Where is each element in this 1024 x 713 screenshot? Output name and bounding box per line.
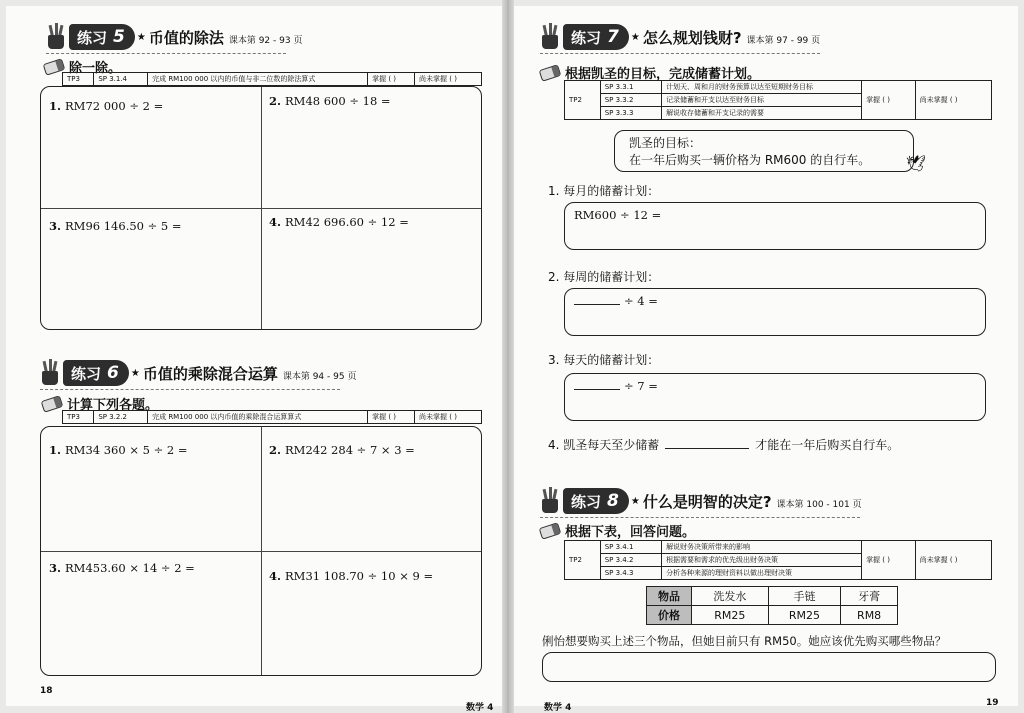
goal-text: 在一年后购买一辆价格为 RM600 的自行车。 <box>629 153 871 167</box>
question-4-prefix: 4. 凯圣每天至少储蓄 <box>548 438 660 452</box>
instruction-text: 除一除。 <box>69 61 122 76</box>
exercise-number: 7 <box>607 27 619 47</box>
exercise-label: 练习 <box>571 28 602 47</box>
exercise-label: 练习 <box>77 28 108 47</box>
question-4-suffix: 才能在一年后购买自行车。 <box>755 438 900 452</box>
exercise-7-question-1: 1. 每月的储蓄计划： <box>548 184 660 198</box>
star-icon: ★ <box>136 31 146 43</box>
pencil-cup-icon <box>540 489 560 513</box>
sp-cell: SP 3.3.3 <box>600 107 661 120</box>
exercise-6-standards-table <box>62 410 482 424</box>
answer-2-expression: ÷ 4 = <box>574 294 658 308</box>
header-underline <box>540 48 820 54</box>
desc-cell: 根据需要和需求的优先级出财务决策 <box>662 554 862 567</box>
exercise-8-instruction <box>540 521 695 540</box>
exercise-5-question-3: 3. RM96 146.50 ÷ 5 = <box>49 219 182 233</box>
sp-cell: SP 3.4.1 <box>600 541 661 554</box>
exercise-label: 练习 <box>71 364 102 383</box>
instruction-text: 根据下表，回答问题。 <box>565 525 696 540</box>
price-table-price-header: 价格 <box>647 606 692 625</box>
eraser-icon <box>539 64 562 82</box>
exercise-number: 8 <box>607 491 619 511</box>
exercise-6-question-2: 2. RM242 284 ÷ 7 × 3 = <box>269 443 415 457</box>
page-number: 19 <box>986 698 999 708</box>
left-page <box>6 6 502 713</box>
exercise-7-question-4 <box>548 436 899 453</box>
tp-cell: TP3 <box>63 73 94 86</box>
exercise-8-textbook-ref: 课本第 100 - 101 页 <box>776 500 862 510</box>
exercise-7-standards-table <box>564 80 992 120</box>
exercise-6-question-1: 1. RM34 360 × 5 ÷ 2 = <box>49 443 188 457</box>
exercise-6-question-4: 4. RM31 108.70 ÷ 10 × 9 = <box>269 569 434 583</box>
exercise-8-standards-table <box>564 540 992 580</box>
sp-cell: SP 3.2.2 <box>94 411 148 424</box>
eraser-icon <box>41 395 64 413</box>
page-number: 18 <box>40 686 53 696</box>
exercise-6-question-3: 3. RM453.60 × 14 ÷ 2 = <box>49 561 195 575</box>
exercise-6-textbook-ref: 课本第 94 - 95 页 <box>282 372 357 382</box>
exercise-label: 练习 <box>571 492 602 511</box>
price-table-item: 洗发水 <box>692 587 769 606</box>
exercise-6-title: 币值的乘除混合运算 <box>142 364 278 383</box>
mastered-checkbox[interactable]: 掌握 ( ) <box>368 411 415 424</box>
goal-box <box>614 130 914 172</box>
exercise-6-work-grid <box>40 426 482 676</box>
exercise-8-answer-box[interactable] <box>542 652 996 682</box>
exercise-7-question-2: 2. 每周的储蓄计划： <box>548 270 660 284</box>
desc-cell: 记录储蓄和开支以达至财务目标 <box>662 94 862 107</box>
price-table-price: RM25 <box>768 606 841 625</box>
price-table-price: RM25 <box>692 606 769 625</box>
answer-blank[interactable] <box>574 295 620 305</box>
mastered-checkbox[interactable]: 掌握 ( ) <box>862 81 916 120</box>
tp-cell: TP2 <box>565 81 601 120</box>
not-mastered-checkbox[interactable]: 尚未掌握 ( ) <box>415 411 482 424</box>
star-icon: ★ <box>630 495 640 507</box>
desc-cell: 完成 RM100 000 以内币值的乘除混合运算算式 <box>148 411 368 424</box>
exercise-6-badge <box>63 360 129 386</box>
desc-cell: 完成 RM100 000 以内的币值与非二位数的除法算式 <box>148 73 368 86</box>
goal-heading: 凯圣的目标： <box>629 136 702 150</box>
not-mastered-checkbox[interactable]: 尚未掌握 ( ) <box>415 73 482 86</box>
price-table <box>646 586 898 625</box>
sp-cell: SP 3.4.2 <box>600 554 661 567</box>
exercise-5-standards-table <box>62 72 482 86</box>
exercise-number: 6 <box>107 363 119 383</box>
footer-subject: 数学 4 <box>544 703 572 713</box>
exercise-8-title: 什么是明智的决定? <box>642 492 772 511</box>
price-table-item: 手链 <box>768 587 841 606</box>
instruction-text: 根据凯圣的目标，完成储蓄计划。 <box>565 67 761 82</box>
exercise-5-question-4: 4. RM42 696.60 ÷ 12 = <box>269 215 409 229</box>
bird-icon: 🕊 <box>906 154 927 173</box>
exercise-7-badge <box>563 24 629 50</box>
sp-cell: SP 3.1.4 <box>94 73 148 86</box>
exercise-5-title: 币值的除法 <box>148 28 224 47</box>
not-mastered-checkbox[interactable]: 尚未掌握 ( ) <box>915 541 991 580</box>
answer-blank[interactable] <box>574 380 620 390</box>
desc-cell: 计划天、周和月的财务预算以达至短期财务目标 <box>662 81 862 94</box>
answer-blank-long[interactable] <box>665 439 749 449</box>
header-underline <box>40 384 340 390</box>
exercise-5-question-2: 2. RM48 600 ÷ 18 = <box>269 94 391 108</box>
sp-cell: SP 3.3.2 <box>600 94 661 107</box>
footer-subject: 数学 4 <box>466 703 494 713</box>
exercise-5-badge <box>69 24 135 50</box>
pencil-cup-icon <box>40 361 60 385</box>
tp-cell: TP2 <box>565 541 601 580</box>
sp-cell: SP 3.3.1 <box>600 81 661 94</box>
exercise-7-title: 怎么规划钱财? <box>642 28 742 47</box>
price-table-price: RM8 <box>841 606 898 625</box>
pencil-cup-icon <box>540 25 560 49</box>
mastered-checkbox[interactable]: 掌握 ( ) <box>368 73 415 86</box>
eraser-icon <box>539 522 562 540</box>
book-gutter <box>502 0 514 713</box>
price-table-item-header: 物品 <box>647 587 692 606</box>
tp-cell: TP3 <box>63 411 94 424</box>
exercise-5-question-1: 1. RM72 000 ÷ 2 = <box>49 99 164 113</box>
desc-cell: 解说收存储蓄和开支记录的需要 <box>662 107 862 120</box>
instruction-text: 计算下列各题。 <box>67 398 159 413</box>
desc-cell: 分析各种来源的理财资料以做出理财决策 <box>662 567 862 580</box>
header-underline <box>46 48 286 54</box>
mastered-checkbox[interactable]: 掌握 ( ) <box>862 541 916 580</box>
exercise-8-question: 俐怡想要购买上述三个物品，但她目前只有 RM50。她应该优先购买哪些物品？ <box>542 634 947 648</box>
answer-3-expression: ÷ 7 = <box>574 379 658 393</box>
exercise-8-badge <box>563 488 629 514</box>
star-icon: ★ <box>130 367 140 379</box>
answer-1-expression: RM600 ÷ 12 = <box>574 208 662 222</box>
price-table-item: 牙膏 <box>841 587 898 606</box>
exercise-7-question-3: 3. 每天的储蓄计划： <box>548 353 660 367</box>
exercise-7-textbook-ref: 课本第 97 - 99 页 <box>746 36 821 46</box>
sp-cell: SP 3.4.3 <box>600 567 661 580</box>
star-icon: ★ <box>630 31 640 43</box>
not-mastered-checkbox[interactable]: 尚未掌握 ( ) <box>915 81 991 120</box>
desc-cell: 解说财务决策所带来的影响 <box>662 541 862 554</box>
pencil-cup-icon <box>46 25 66 49</box>
right-page <box>514 6 1018 713</box>
exercise-5-textbook-ref: 课本第 92 - 93 页 <box>228 36 303 46</box>
header-underline <box>540 512 860 518</box>
exercise-number: 5 <box>113 27 125 47</box>
exercise-5-work-grid <box>40 86 482 330</box>
